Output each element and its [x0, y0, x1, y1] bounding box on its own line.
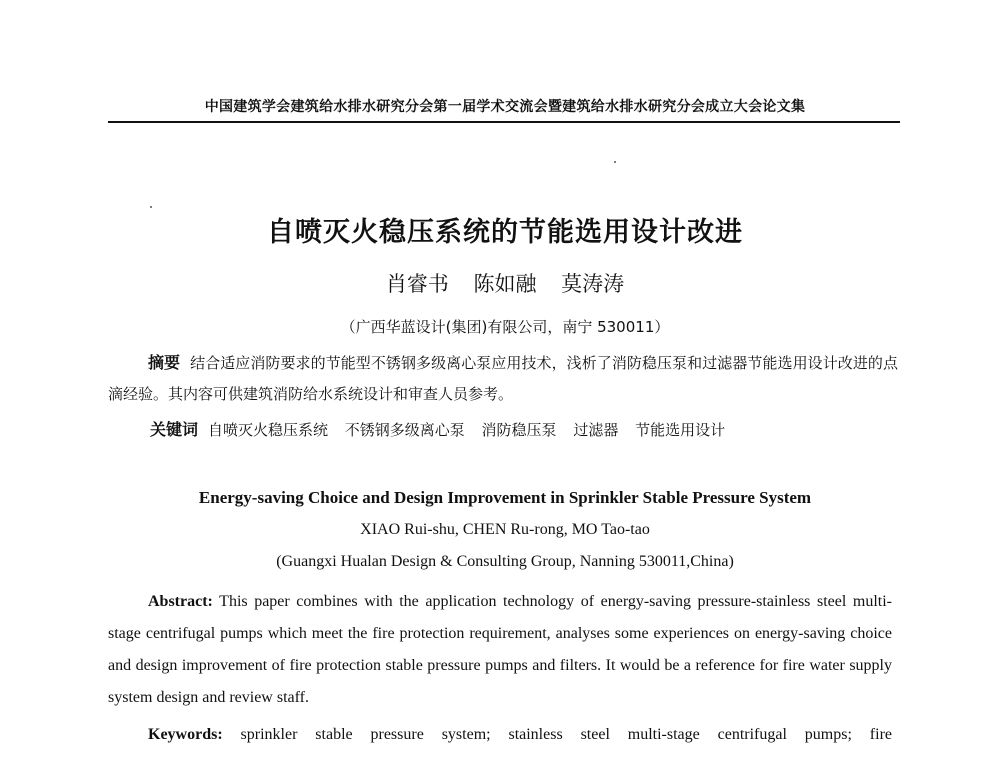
english-affiliation: (Guangxi Hualan Design & Consulting Group, Nanning 530011,China) — [276, 553, 734, 570]
chinese-authors: 肖睿书 陈如融 莫涛涛 — [385, 272, 625, 296]
english-keywords — [108, 719, 892, 751]
chinese-affiliation: （广西华蓝设计(集团)有限公司，南宁 530011） — [340, 318, 670, 336]
chinese-title: 自喷灭火稳压系统的节能选用设计改进 — [267, 217, 743, 248]
scan-speck — [150, 206, 152, 208]
english-keywords-label: Keywords: — [148, 726, 223, 743]
scan-speck — [614, 161, 616, 163]
chinese-keywords-text: 自喷灭火稳压系统 不锈钢多级离心泵 消防稳压泵 过滤器 节能选用设计 — [208, 421, 726, 439]
english-title: Energy-saving Choice and Design Improvement in Sprinkler Stable Pressure System — [198, 488, 812, 507]
english-abstract — [108, 586, 892, 714]
header-rule — [108, 121, 900, 123]
chinese-abstract-text: 结合适应消防要求的节能型不锈钢多级离心泵应用技术，浅析了消防稳压泵和过滤器节能选用设计改进的点滴经验。其内容可供建筑消防给水系统设计和审查人员参考。 — [108, 354, 898, 403]
english-authors: XIAO Rui-shu, CHEN Ru-rong, MO Tao-tao — [360, 521, 650, 538]
chinese-keywords-label: 关键词 — [150, 420, 199, 439]
english-keywords-text: sprinkler stable pressure system; stainless steel multi-stage centrifugal pumps; fire — [240, 726, 893, 743]
chinese-abstract-label: 摘要 — [148, 353, 181, 372]
chinese-abstract — [108, 347, 898, 410]
chinese-keywords — [150, 417, 900, 440]
english-abstract-text: This paper combines with the application technology of energy-saving pressure-stainless steel multi-stage centrifugal pumps which meet the fire protection requirement, analyses some experiences on energy-saving choice and design improvement of fire protection stable pressure pumps and filters. It would be a reference for fire water supply system design and review staff. — [108, 593, 892, 706]
running-header: 中国建筑学会建筑给水排水研究分会第一届学术交流会暨建筑给水排水研究分会成立大会论文集 — [204, 99, 806, 115]
english-abstract-label: Abstract: — [148, 593, 213, 610]
